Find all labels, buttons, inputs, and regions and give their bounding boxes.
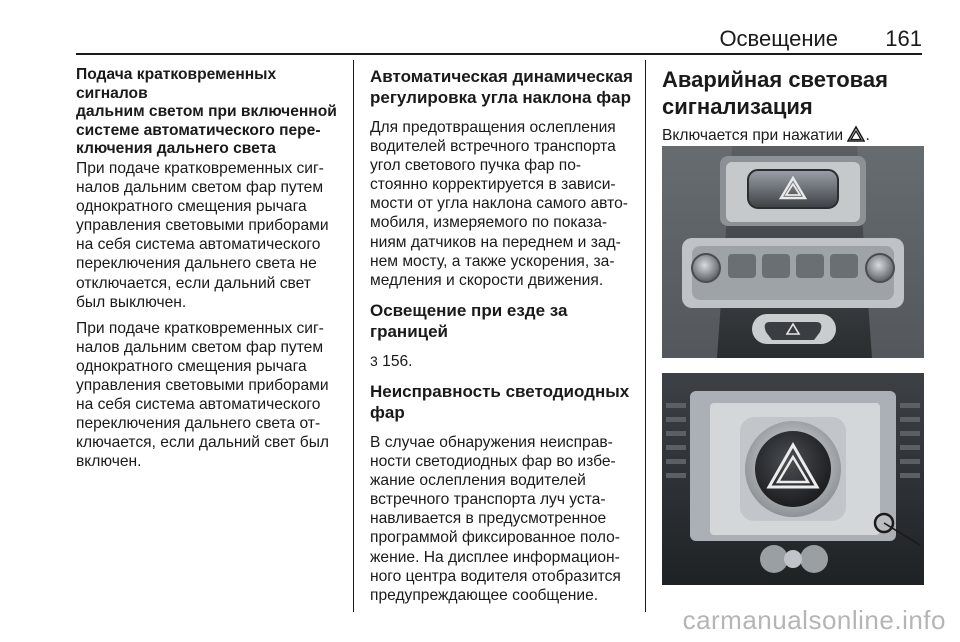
hazard-triangle-icon	[847, 126, 865, 142]
figure-hazard-button-dashboard	[662, 146, 924, 358]
closeup-illustration	[662, 373, 924, 585]
column-divider-1	[353, 60, 354, 612]
section-heading-dynamic-leveling: Автоматическая динамическая регулировка угла наклона фар	[370, 67, 633, 107]
column-2	[370, 66, 638, 605]
paragraph-2: При подаче кратковременных сиг- налов дальним светом фар путем однократного смещения рычага управления световыми приборами на себя система автоматического переключения дальнего света от- ключается, если дальний свет был включен.	[76, 319, 330, 471]
column-3	[662, 66, 924, 145]
dashboard-illustration	[662, 146, 924, 358]
paragraph-dynamic-leveling: Для предотвращения ослепления водителей встречного транспорта угол светового пучка фар по- стоянно корректируется в зависи- мости от угла наклона самого авто- мобиля, измеряемого по показа- ниям датчиков на переднем и зад- нем мосту, а также ускорения, за- медления и скорости движения.	[370, 119, 628, 289]
header-title: Освещение	[719, 26, 838, 51]
page-ref-arrow-icon: 3	[370, 352, 378, 369]
paragraph-led-fault: В случае обнаружения неисправ- ности светодиодных фар во избе- жание ослепления водителей встречного транспорта луч уста- навливается в предусмотренное программой фиксированное поло- жение. На дисплее информацион- ного центра водителя отобразится предупреждающее сообщение.	[370, 433, 621, 604]
page-ref-number: 156.	[382, 352, 413, 370]
paragraph-1: При подаче кратковременных сиг- налов дальним светом фар путем однократного смещения рычага управления световыми приборами на себя система автоматического переключения дальнего света не отключается, если дальний свет был выключен.	[76, 159, 329, 311]
column-1	[76, 66, 342, 471]
hazard-intro: Включается при нажатии .	[662, 127, 870, 144]
figure-hazard-button-closeup	[662, 373, 924, 585]
section-heading-led-fault: Неисправность светодиодных фар	[370, 381, 630, 422]
section-heading-high-beam-flash: Подача кратковременных сигналов дальним светом при включенной системе автоматического пере- ключения дальнего света	[76, 66, 337, 158]
section-heading-hazard-lights: Аварийная световая сигнализация	[662, 67, 888, 119]
page-number: 161	[885, 26, 922, 51]
section-heading-abroad: Освещение при езде за границей	[370, 300, 568, 341]
watermark: carmanualsonline.info	[682, 605, 946, 635]
column-divider-2	[645, 60, 646, 612]
page-header	[76, 27, 922, 55]
page-reference[interactable]	[370, 352, 638, 371]
